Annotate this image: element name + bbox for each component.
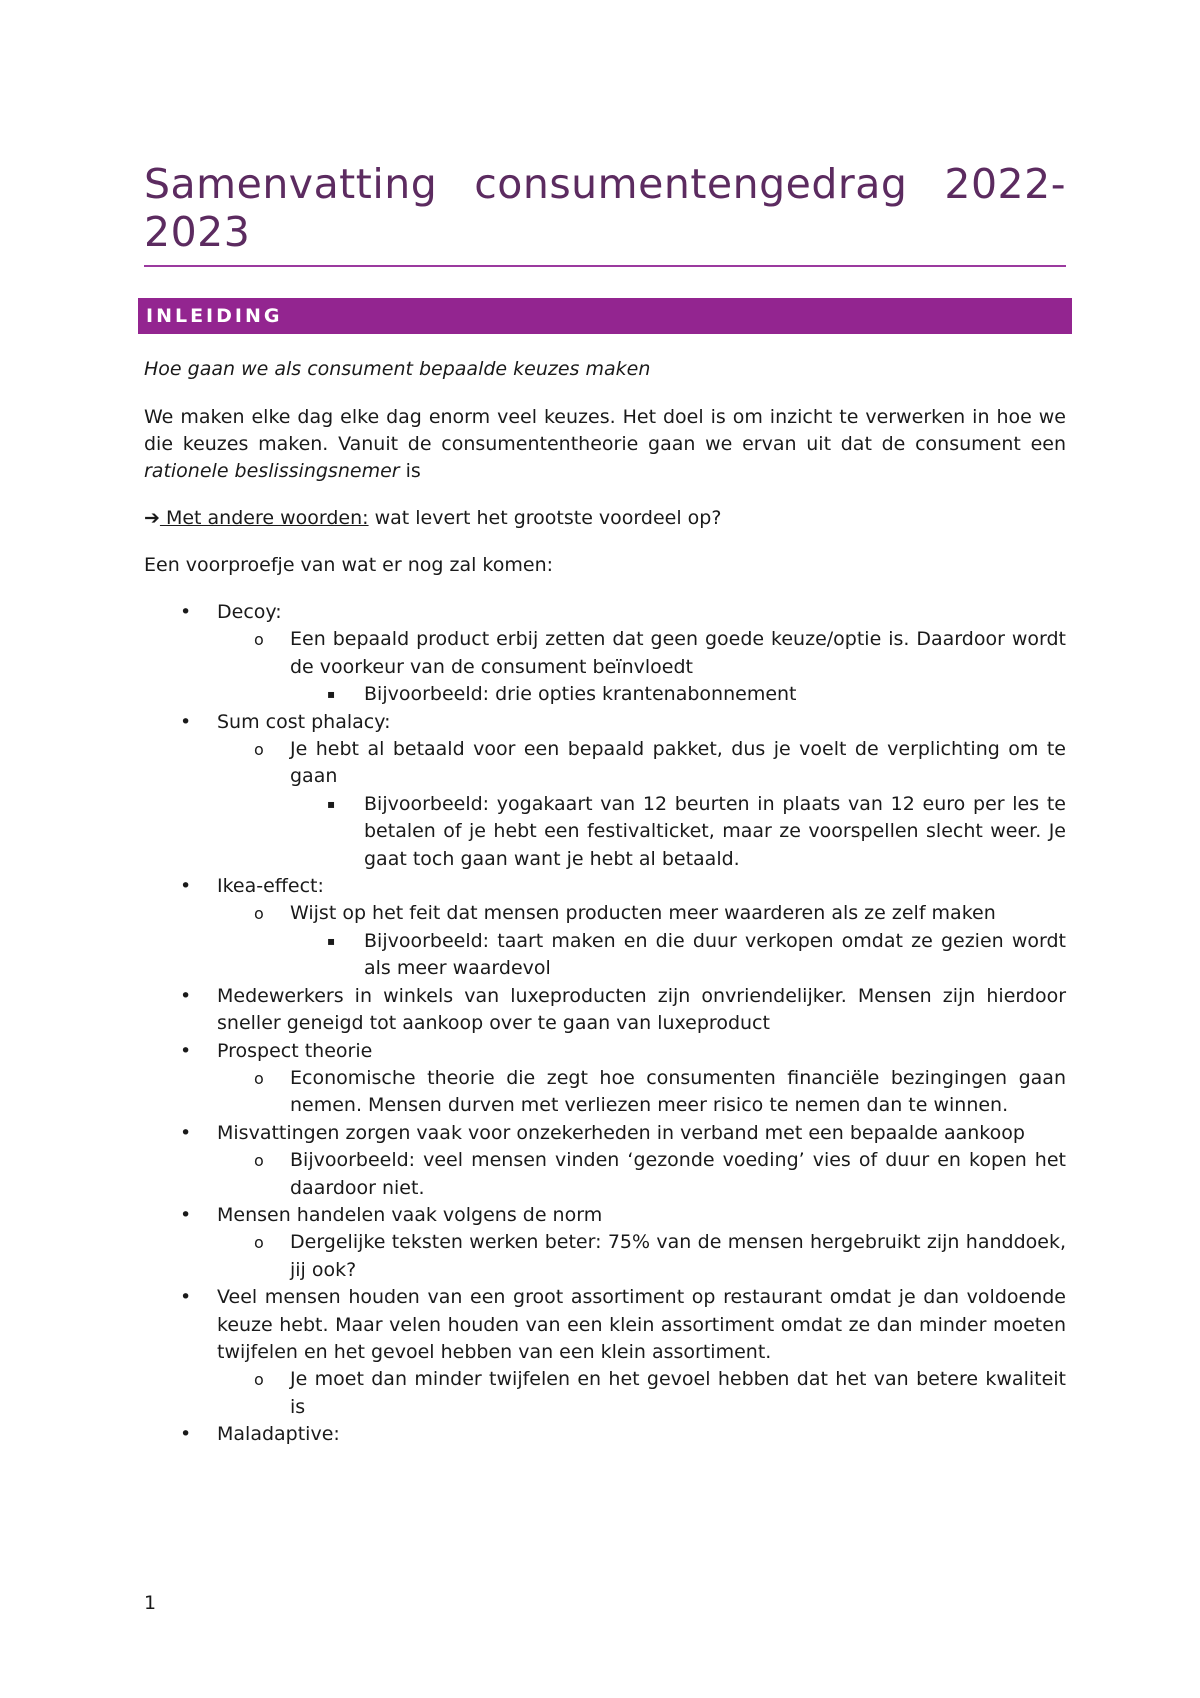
bullet-icon: • xyxy=(180,1286,192,1309)
bullet-icon: • xyxy=(180,1423,192,1446)
list-item-text: Dergelijke teksten werken beter: 75% van de mensen hergebruikt zijn handdoek, jij ook? xyxy=(290,1231,1066,1281)
list-item-text: Misvattingen zorgen vaak voor onzekerheden in verband met een bepaalde aankoop xyxy=(217,1121,1025,1144)
page-title: Samenvatting consumentengedrag 2022-2023 xyxy=(144,160,1066,256)
list-item-text: Veel mensen houden van een groot assortiment op restaurant omdat je dan voldoende keuze hebt. Maar velen houden van een klein assortiment omdat ze dan minder moeten twijfelen en het gevoel hebben van een klein assortiment. xyxy=(217,1286,1066,1363)
list-item xyxy=(144,1120,1066,1147)
bullet-icon: • xyxy=(180,601,192,623)
arrow-line-underlined: Met andere woorden: xyxy=(159,507,369,529)
preview-intro: Een voorproefje van wat er nog zal komen: xyxy=(144,554,554,576)
circle-bullet-icon: o xyxy=(254,740,264,760)
list-item xyxy=(144,736,1066,791)
paragraph-emphasis: rationele beslissingsnemer xyxy=(144,460,400,482)
circle-bullet-icon: o xyxy=(254,1370,264,1390)
list-item-text: Medewerkers in winkels van luxeproducten zijn onvriendelijker. Mensen zijn hierdoor sneller geneigd tot aankoop over te gaan van luxeproduct xyxy=(217,984,1066,1035)
circle-bullet-icon: o xyxy=(254,904,264,924)
section-heading-bar xyxy=(138,298,1072,334)
list-item xyxy=(144,1366,1066,1421)
list-item xyxy=(144,873,1066,900)
list-item-text: Economische theorie die zegt hoe consumenten financiële bezingingen gaan nemen. Mensen durven met verliezen meer risico te nemen dan te winnen. xyxy=(290,1066,1066,1117)
square-bullet-icon: ▪ xyxy=(327,933,336,948)
bullet-icon: • xyxy=(180,984,192,1007)
bullet-icon: • xyxy=(180,1121,192,1144)
list-item-text: Ikea-effect: xyxy=(217,875,324,898)
list-item-text: Een bepaald product erbij zetten dat geen goede keuze/optie is. Daardoor wordt de voorkeur van de consument beïnvloedt xyxy=(290,628,1066,678)
list-item-text: Bijvoorbeeld: taart maken en die duur verkopen omdat ze gezien wordt als meer waardevol xyxy=(364,929,1066,980)
bullet-list xyxy=(144,599,1066,1449)
list-item xyxy=(144,900,1066,927)
circle-bullet-icon: o xyxy=(254,1233,264,1253)
list-item xyxy=(144,681,1066,708)
list-item-text: Wijst op het feit dat mensen producten meer waarderen als ze zelf maken xyxy=(290,902,996,925)
list-item xyxy=(144,599,1066,626)
list-item xyxy=(144,1202,1066,1229)
list-item-text: Bijvoorbeeld: yogakaart van 12 beurten in plaats van 12 euro per les te betalen of je hebt een festivalticket, maar ze voorspellen slecht weer. Je gaat toch gaan want je hebt al betaald. xyxy=(364,792,1066,870)
list-item xyxy=(144,1284,1066,1366)
list-item-text: Bijvoorbeeld: veel mensen vinden ‘gezonde voeding’ vies of duur en kopen het daardoor niet. xyxy=(290,1149,1066,1199)
arrow-line xyxy=(144,505,1066,532)
list-item xyxy=(144,983,1066,1038)
bullet-icon: • xyxy=(180,875,192,898)
bullet-icon: • xyxy=(180,1203,192,1226)
paragraph-text-end: is xyxy=(399,460,421,482)
list-item-text: Mensen handelen vaak volgens de norm xyxy=(217,1203,603,1226)
paragraph-text: We maken elke dag elke dag enorm veel keuzes. Het doel is om inzicht te verwerken in hoe we die keuzes maken. Vanuit de consumententheorie gaan we ervan uit dat de consument een xyxy=(144,406,1066,455)
list-item xyxy=(144,1229,1066,1284)
intro-paragraph xyxy=(144,404,1066,485)
title-underline xyxy=(144,265,1066,267)
list-item xyxy=(144,1147,1066,1202)
list-item xyxy=(144,1065,1066,1120)
circle-bullet-icon: o xyxy=(254,1068,264,1088)
list-item xyxy=(144,928,1066,983)
list-item-text: Prospect theorie xyxy=(217,1039,373,1062)
bullet-icon: • xyxy=(180,1039,192,1062)
list-item-text: Maladaptive: xyxy=(217,1423,340,1446)
list-item xyxy=(144,626,1066,681)
list-item-text: Je hebt al betaald voor een bepaald pakket, dus je voelt de verplichting om te gaan xyxy=(290,738,1066,788)
section-heading-text: INLEIDING xyxy=(146,305,283,327)
list-item xyxy=(144,1421,1066,1448)
list-item-text: Bijvoorbeeld: drie opties krantenabonnement xyxy=(364,683,797,706)
arrow-line-rest: wat levert het grootste voordeel op? xyxy=(368,507,722,529)
bullet-icon: • xyxy=(180,710,192,733)
list-item-text: Decoy: xyxy=(217,601,282,623)
list-item xyxy=(144,1038,1066,1065)
intro-question: Hoe gaan we als consument bepaalde keuzes maken xyxy=(144,358,651,380)
square-bullet-icon: ▪ xyxy=(327,687,336,702)
list-item-text: Sum cost phalacy: xyxy=(217,710,391,733)
circle-bullet-icon: o xyxy=(254,1151,264,1171)
list-item-text: Je moet dan minder twijfelen en het gevoel hebben dat het van betere kwaliteit is xyxy=(290,1368,1066,1418)
arrow-icon: ➔ xyxy=(144,507,160,529)
circle-bullet-icon: o xyxy=(254,630,264,650)
page-number: 1 xyxy=(144,1592,157,1614)
list-item xyxy=(144,709,1066,736)
list-item xyxy=(144,791,1066,873)
square-bullet-icon: ▪ xyxy=(327,796,336,811)
